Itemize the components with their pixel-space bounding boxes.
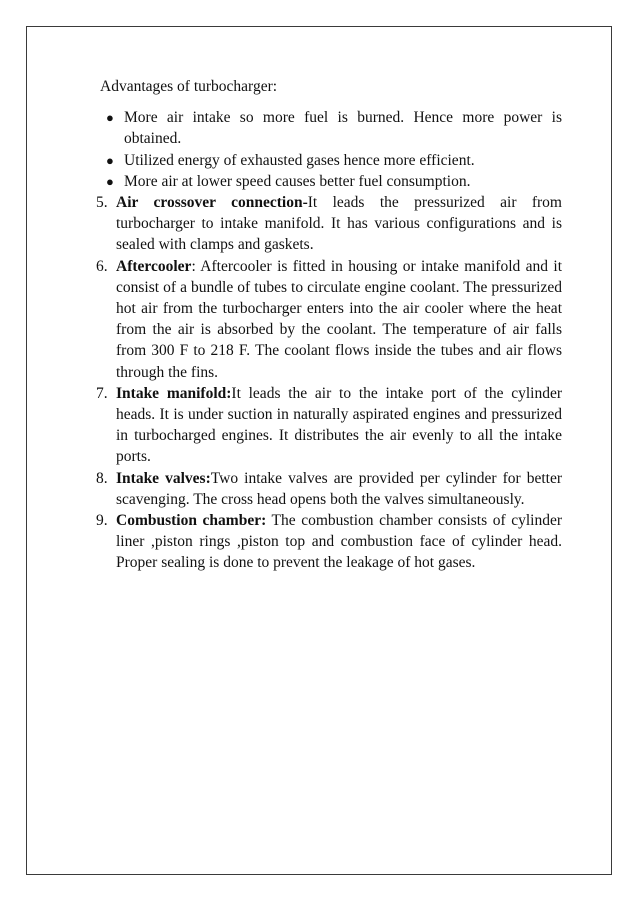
- bullet-icon: ●: [106, 152, 114, 168]
- item-number: 5.: [96, 194, 108, 212]
- component-item: [96, 192, 562, 256]
- item-text: : Aftercooler is fitted in housing or intake manifold and it consist of a bundle of tubes to circulate engine coolant. The pressurized hot air from the turbocharger enters into the air cooler where the heat from the air is absorbed by the coolant. The temperature of air falls from 300 F to 218 F. The coolant flows inside the tubes and air flows through the fins.: [116, 257, 562, 381]
- document-body: [96, 76, 562, 574]
- advantages-heading: Advantages of turbocharger:: [100, 78, 278, 95]
- item-text: Two intake valves are provided per cylinder for better scavenging. The cross head opens both the valves simultaneously.: [116, 469, 563, 508]
- advantage-text: More air intake so more fuel is burned. Hence more power is obtained.: [124, 109, 562, 148]
- advantage-item: [96, 150, 562, 171]
- advantage-text: More air at lower speed causes better fuel consumption.: [124, 172, 471, 190]
- bullet-icon: ●: [106, 173, 114, 189]
- item-number: 8.: [96, 469, 108, 487]
- component-item: [96, 510, 562, 574]
- component-list: [96, 192, 562, 574]
- item-number: 9.: [96, 512, 108, 530]
- item-term: Air crossover connection-: [116, 194, 308, 212]
- item-term: Intake manifold:: [116, 384, 232, 402]
- component-item: [96, 383, 562, 468]
- item-number: 6.: [96, 257, 108, 275]
- item-text: It leads the pressurized air from turbocharger to intake manifold. It has various configurations and is sealed with clamps and gaskets.: [116, 194, 562, 254]
- bullet-icon: ●: [106, 110, 114, 126]
- item-term: Intake valves:: [116, 469, 211, 487]
- advantage-item: [96, 171, 562, 192]
- item-text: The combustion chamber consists of cylinder liner ,piston rings ,piston top and combustion face of cylinder head. Proper sealing is done to prevent the leakage of hot gases.: [116, 512, 562, 572]
- advantage-item: [96, 107, 562, 149]
- component-item: [96, 256, 562, 383]
- advantages-list: [96, 107, 562, 192]
- item-term: Combustion chamber:: [116, 512, 267, 530]
- item-number: 7.: [96, 384, 108, 402]
- item-term: Aftercooler: [116, 257, 192, 275]
- component-item: [96, 468, 562, 510]
- advantage-text: Utilized energy of exhausted gases hence more efficient.: [124, 151, 475, 169]
- item-text: It leads the air to the intake port of the cylinder heads. It is under suction in naturally aspirated engines and pressurized in turbocharged engines. It distributes the air evenly to all the intake ports.: [116, 384, 562, 466]
